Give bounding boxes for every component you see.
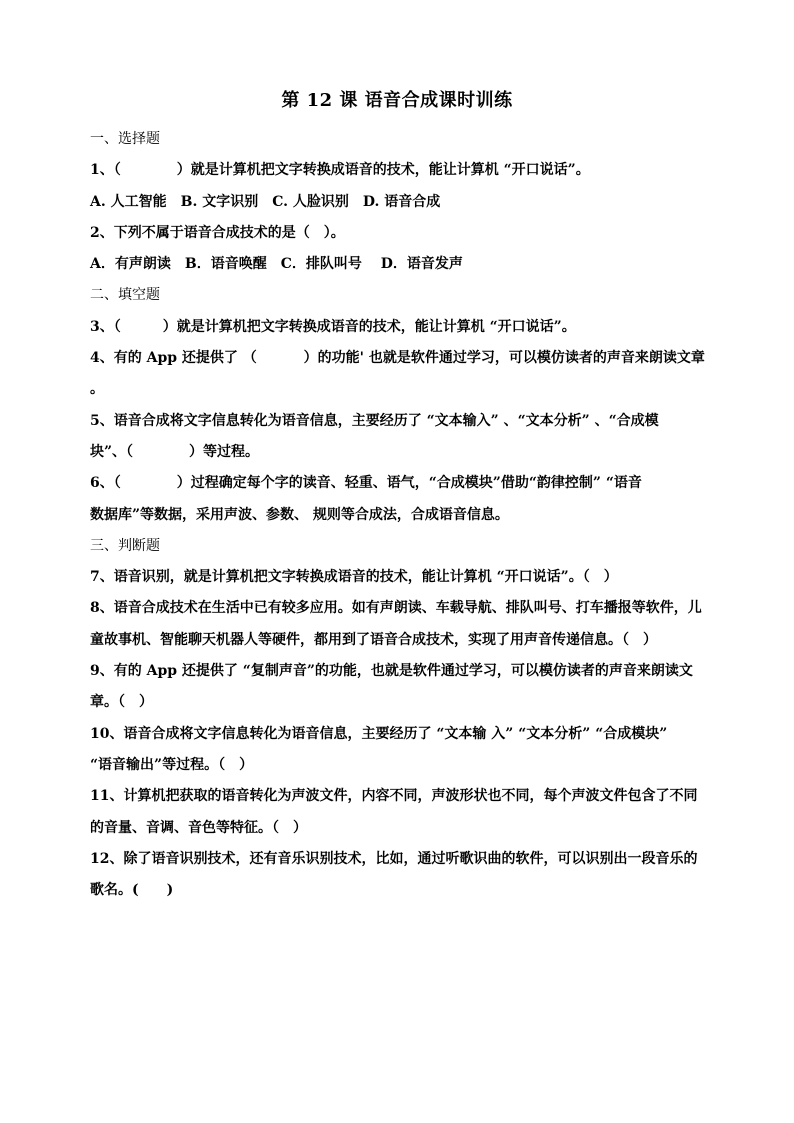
page-title: 第 12 课 语音合成课时训练 bbox=[281, 90, 513, 111]
question-line: 7、语音识别，就是计算机把文字转换成语音的技术，能让计算机 “开口说话”。（ ） bbox=[90, 569, 618, 586]
question-line: 4、有的 App 还提供了 （ ）的功能' 也就是软件通过学习，可以模仿读者的声音来朗读文章 bbox=[90, 350, 705, 367]
question-line: 8、语音合成技术在生活中已有较多应用。如有声朗读、车载导航、排队叫号、打车播报等软件，儿 bbox=[90, 600, 702, 617]
question-line: “语音输出”等过程。（ ） bbox=[90, 756, 254, 773]
question-line: 9、有的 App 还提供了 “复制声音”的功能，也就是软件通过学习，可以模仿读者的声音来朗读文 bbox=[90, 663, 693, 680]
question-line: 歌名。( ) bbox=[90, 882, 174, 899]
section-heading: 一、选择题 bbox=[90, 131, 160, 147]
section-heading: 二、填空题 bbox=[90, 287, 160, 304]
exercise-body bbox=[90, 124, 706, 906]
question-line: 数据库”等数据，采用声波、参数、 规则等合成法，合成语音信息。 bbox=[90, 506, 509, 523]
question-line: 12、除了语音识别技术，还有音乐识别技术，比如，通过听歌识曲的软件，可以识别出一段音乐的 bbox=[90, 850, 698, 867]
question-line: 章。（ ） bbox=[90, 694, 153, 711]
question-line: 1、（ ）就是计算机把文字转换成语音的技术，能让计算机 “开口说话”。 bbox=[90, 162, 590, 179]
question-line: 6、（ ）过程确定每个字的读音、轻重、语气，“合成模块”借助“韵律控制” “语音 bbox=[90, 475, 642, 492]
question-line: 块”、（ ）等过程。 bbox=[90, 443, 260, 460]
question-line: 。 bbox=[90, 381, 104, 398]
question-line: 童故事机、智能聊天机器人等硬件，都用到了语音合成技术，实现了用声音传递信息。（ ） bbox=[90, 631, 657, 648]
section-heading: 三、判断题 bbox=[90, 537, 160, 554]
question-line: 的音量、音调、音色等特征。（ ） bbox=[90, 819, 307, 836]
question-line: 3、（ ）就是计算机把文字转换成语音的技术，能让计算机 “开口说话”。 bbox=[90, 318, 576, 335]
question-line: 11、计算机把获取的语音转化为声波文件，内容不同，声波形状也不同，每个声波文件包含了不同 bbox=[90, 788, 698, 805]
question-line: 2、下列不属于语音合成技术的是（ ）。 bbox=[90, 224, 345, 241]
options-line: A. 人工智能 B. 文字识别 C. 人脸识别 D. 语音合成 bbox=[90, 193, 441, 210]
question-line: 5、语音合成将文字信息转化为语音信息，主要经历了 “文本输入” 、“文本分析” 、“合成模 bbox=[90, 412, 659, 429]
question-line: 10、语音合成将文字信息转化为语音信息，主要经历了 “文本输 入” “文本分析” “合成模块” bbox=[90, 725, 668, 742]
options-line: A．有声朗读 B．语音唤醒 C．排队叫号 D．语音发声 bbox=[90, 256, 463, 273]
